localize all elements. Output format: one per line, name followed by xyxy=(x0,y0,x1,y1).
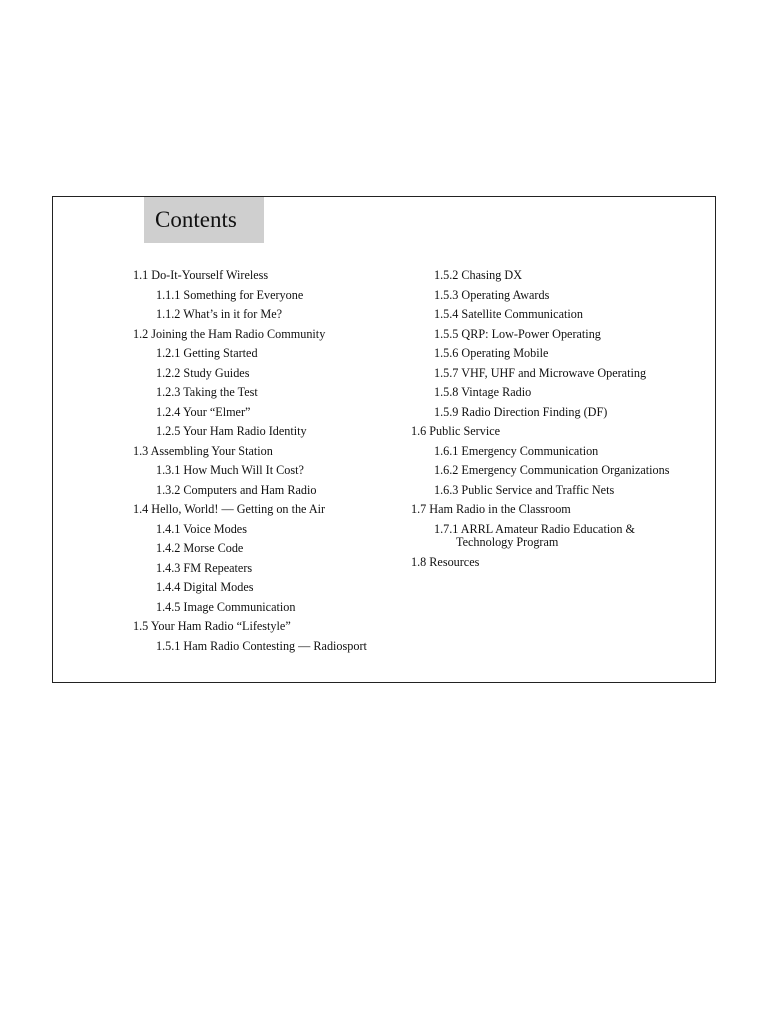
toc-subsection-entry: 1.4.4 Digital Modes xyxy=(156,580,254,594)
toc-subsection-entry: 1.5.1 Ham Radio Contesting — Radiosport xyxy=(156,638,367,653)
toc-subsection-entry: 1.3.1 How Much Will It Cost? xyxy=(156,463,304,477)
toc-subsection-entry: 1.5.5 QRP: Low-Power Operating xyxy=(434,326,601,341)
toc-section-entry: 1.5 Your Ham Radio “Lifestyle” xyxy=(133,619,291,633)
toc-section-entry: 1.1 Do-It-Yourself Wireless xyxy=(133,268,269,282)
toc-subsection-entry: 1.2.1 Getting Started xyxy=(156,346,258,360)
toc-section-entry: 1.7 Ham Radio in the Classroom xyxy=(411,502,571,516)
toc-right-column xyxy=(411,269,701,575)
toc-subsection-entry: 1.6.1 Emergency Communication xyxy=(434,443,599,458)
toc-subsection-entry: 1.2.4 Your “Elmer” xyxy=(156,404,251,419)
toc-subsection-entry: 1.6.3 Public Service and Traffic Nets xyxy=(434,482,615,497)
toc-subsection-entry: 1.5.3 Operating Awards xyxy=(434,287,550,302)
toc-subsection-entry: 1.2.3 Taking the Test xyxy=(156,385,258,399)
toc-subsection-entry: 1.7.1 ARRL Amateur Radio Education & Technology Program xyxy=(434,521,635,549)
toc-subsection-entry: 1.5.4 Satellite Communication xyxy=(434,307,583,321)
toc-left-column xyxy=(133,269,403,659)
toc-subsection-entry: 1.4.3 FM Repeaters xyxy=(156,560,253,575)
toc-subsection-entry: 1.4.5 Image Communication xyxy=(156,599,296,614)
toc-section-entry: 1.6 Public Service xyxy=(411,424,501,438)
toc-subsection-entry: 1.5.7 VHF, UHF and Microwave Operating xyxy=(434,365,647,380)
toc-section-entry: 1.8 Resources xyxy=(411,554,480,569)
toc-subsection-entry: 1.5.6 Operating Mobile xyxy=(434,346,549,360)
toc-subsection-entry: 1.4.2 Morse Code xyxy=(156,541,244,555)
contents-box xyxy=(52,196,716,683)
toc-subsection-entry: 1.6.2 Emergency Communication Organizations xyxy=(434,463,670,477)
toc-subsection-entry: 1.2.2 Study Guides xyxy=(156,365,250,380)
toc-subsection-entry: 1.3.2 Computers and Ham Radio xyxy=(156,482,317,497)
toc-section-entry: 1.2 Joining the Ham Radio Community xyxy=(133,326,326,341)
toc-section-entry: 1.3 Assembling Your Station xyxy=(133,443,273,458)
contents-title: Contents xyxy=(144,197,264,243)
toc-subsection-entry: 1.1.1 Something for Everyone xyxy=(156,287,304,302)
toc-subsection-entry: 1.2.5 Your Ham Radio Identity xyxy=(156,424,307,438)
toc-subsection-entry: 1.5.8 Vintage Radio xyxy=(434,385,532,399)
toc-subsection-entry: 1.5.2 Chasing DX xyxy=(434,268,523,282)
toc-subsection-entry: 1.4.1 Voice Modes xyxy=(156,521,247,536)
toc-section-entry: 1.4 Hello, World! — Getting on the Air xyxy=(133,502,326,516)
toc-subsection-entry: 1.1.2 What’s in it for Me? xyxy=(156,307,283,321)
toc-subsection-entry: 1.5.9 Radio Direction Finding (DF) xyxy=(434,404,608,419)
